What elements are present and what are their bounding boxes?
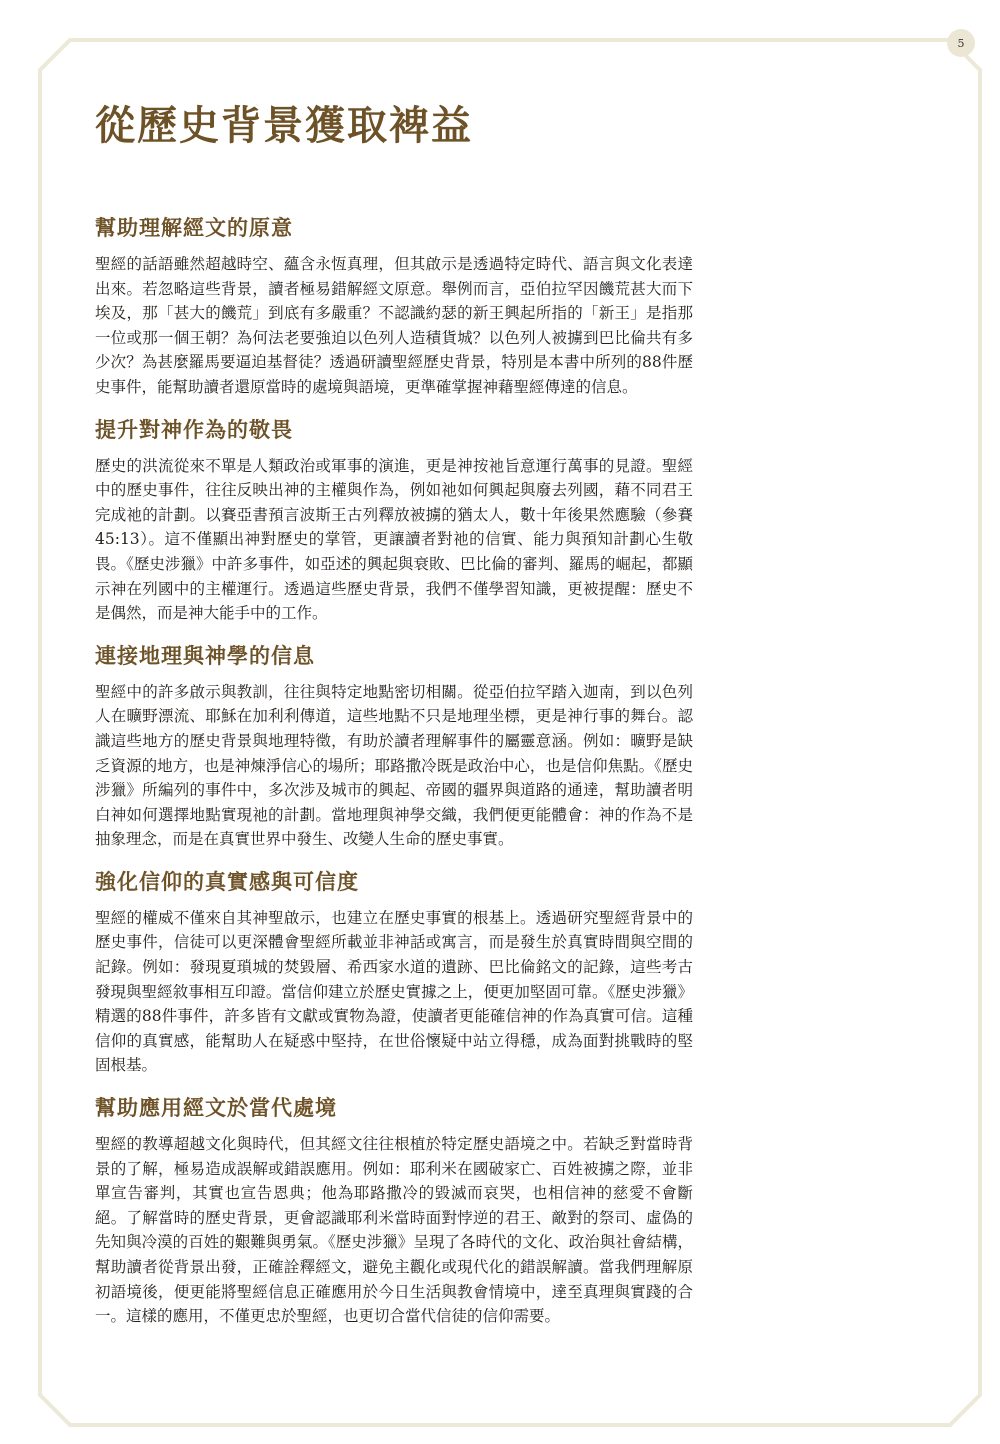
section-body: 聖經的話語雖然超越時空、蘊含永恆真理，但其啟示是透過特定時代、語言與文化表達出來。若忽略這些背景，讀者極易錯解經文原意。舉例而言，亞伯拉罕因饑荒甚大而下埃及，那「甚大的饑荒」到底有多嚴重？不認識約瑟的新王興起所指的「新王」是指那一位或那一個王朝？為何法老要強迫以色列人造積貨城？以色列人被擄到巴比倫共有多少次？為甚麼羅馬要逼迫基督徒？透過研讀聖經歷史背景，特別是本書中所列的88件歷史事件，能幫助讀者還原當時的處境與語境，更準確掌握神藉聖經傳達的信息。 — [95, 255, 693, 396]
section-faith-credibility — [95, 866, 693, 1078]
main-content — [95, 100, 693, 1343]
section-body: 聖經的教導超越文化與時代，但其經文往往根植於特定歷史語境之中。若缺乏對當時背景的了解，極易造成誤解或錯誤應用。例如：耶利米在國破家亡、百姓被擄之際，並非單宣告審判，其實也宣告恩典；他為耶路撒冷的毀滅而哀哭，也相信神的慈愛不會斷絕。了解當時的歷史背景，更會認識耶利米當時面對悖逆的君王、敵對的祭司、虛偽的先知與冷漠的百姓的艱難與勇氣。《歷史涉獵》呈現了各時代的文化、政治與社會結構，幫助讀者從背景出發，正確詮釋經文，避免主觀化或現代化的錯誤解讀。當我們理解原初語境後，便更能將聖經信息正確應用於今日生活與教會情境中，達至真理與實踐的合一。這樣的應用，不僅更忠於聖經，也更切合當代信徒的信仰需要。 — [95, 1135, 693, 1326]
page-title: 從歷史背景獲取裨益 — [95, 102, 473, 149]
section-body: 聖經的權威不僅來自其神聖啟示，也建立在歷史事實的根基上。透過研究聖經背景中的歷史事件，信徒可以更深體會聖經所載並非神話或寓言，而是發生於真實時間與空間的記錄。例如：發現夏瑣城的焚毀層、希西家水道的遺跡、巴比倫銘文的記錄，這些考古發現與聖經敘事相互印證。當信仰建立於歷史實據之上，便更加堅固可靠。《歷史涉獵》精選的88件事件，許多皆有文獻或實物為證，使讀者更能確信神的作為真實可信。這種信仰的真實感，能幫助人在疑惑中堅持，在世俗懷疑中站立得穩，成為面對挑戰時的堅固根基。 — [95, 908, 693, 1075]
section-heading: 幫助理解經文的原意 — [95, 215, 293, 240]
section-contemporary-application — [95, 1092, 693, 1329]
section-body: 歷史的洪流從來不單是人類政治或軍事的演進，更是神按祂旨意運行萬事的見證。聖經中的歷史事件，往往反映出神的主權與作為，例如祂如何興起與廢去列國，藉不同君王完成祂的計劃。以賽亞書預言波斯王古列釋放被擄的猶太人，數十年後果然應驗（參賽45:13）。這不僅顯出神對歷史的掌管，更讓讀者對祂的信實、能力與預知計劃心生敬畏。《歷史涉獵》中許多事件，如亞述的興起與衰敗、巴比倫的審判、羅馬的崛起，都顯示神在列國中的主權運行。透過這些歷史背景，我們不僅學習知識，更被提醒：歷史不是偶然，而是神大能手中的工作。 — [95, 456, 693, 623]
section-heading: 強化信仰的真實感與可信度 — [95, 868, 359, 894]
section-heading: 幫助應用經文於當代處境 — [95, 1095, 337, 1121]
section-heading: 連接地理與神學的信息 — [95, 642, 315, 668]
section-heading: 提升對神作為的敬畏 — [95, 416, 293, 442]
section-understand-original-meaning — [95, 212, 693, 400]
section-body: 聖經中的許多啟示與教訓，往往與特定地點密切相關。從亞伯拉罕踏入迦南，到以色列人在曠野漂流、耶穌在加利利傳道，這些地點不只是地理坐標，更是神行事的舞台。認識這些地方的歷史背景與地理特徵，有助於讀者理解事件的屬靈意涵。例如：曠野是缺乏資源的地方，也是神煉淨信心的場所；耶路撒冷既是政治中心，也是信仰焦點。《歷史涉獵》所編列的事件中，多次涉及城市的興起、帝國的疆界與道路的通達，幫助讀者明白神如何選擇地點實現祂的計劃。當地理與神學交織，我們便更能體會：神的作為不是抽象理念，而是在真實世界中發生、改變人生命的歷史事實。 — [95, 682, 693, 849]
section-reverence-for-god — [95, 414, 693, 626]
section-geography-and-theology — [95, 640, 693, 852]
page-number: 5 — [947, 29, 975, 57]
